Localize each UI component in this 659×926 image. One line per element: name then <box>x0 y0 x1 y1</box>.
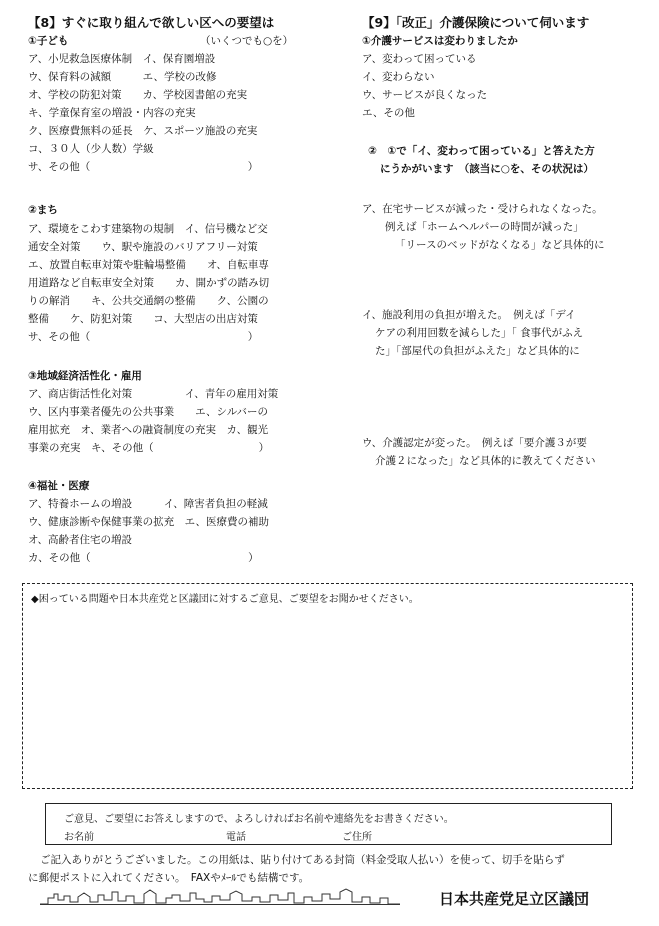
contact-box[interactable] <box>45 803 612 845</box>
option-line: ウ、保育料の減額 エ、学校の改修 <box>28 71 217 83</box>
answer-c-line-1: ウ、介護認定が変った。 例えば「要介護３が要 <box>362 437 587 449</box>
option-line: ウ、区内事業者優先の公共事業 エ、シルバーの <box>28 406 268 418</box>
option-line: サ、その他（ ） <box>28 161 259 173</box>
section-8-heading: 【8】すぐに取り組んで欲しい区への要望は <box>28 15 275 30</box>
answer-a-line-1: ア、在宅サービスが減った・受けられなくなった。 <box>362 203 603 215</box>
option-line: オ、高齢者住宅の増設 <box>28 534 133 546</box>
option-line: ア、特養ホームの増設 イ、障害者負担の軽減 <box>28 498 268 510</box>
q1-options <box>362 50 487 122</box>
option-line: カ、その他（ ） <box>28 552 259 564</box>
answer-b-line-2: ケアの利用回数を減らした」「 食事代がふえ <box>375 327 584 339</box>
town-title: ②まち <box>28 204 58 216</box>
q1-title: ①介護サービスは変わりましたか <box>362 35 518 47</box>
q2-line-1: ② ①で「イ、変わって困っている」と答えた方 <box>368 145 595 157</box>
children-options <box>28 50 258 176</box>
option-line: コ、３０人（少人数）学級 <box>28 143 154 155</box>
option-line: ア、商店街活性化対策 イ、青年の雇用対策 <box>28 388 279 400</box>
option-line: サ、その他（ ） <box>28 331 259 343</box>
name-label: お名前 <box>64 832 94 843</box>
option-line: ウ、健康診断や保健事業の拡充 エ、医療費の補助 <box>28 516 269 528</box>
town-options <box>28 220 269 346</box>
option-line: 雇用拡充 オ、業者への融資制度の充実 カ、観光 <box>28 424 269 436</box>
answer-c-line-2: 介護２になった」など具体的に教えてください <box>375 455 596 467</box>
option-line: ア、変わって困っている <box>362 53 477 65</box>
welfare-options <box>28 495 269 567</box>
answer-a-line-3: 「リースのベッドがなくなる」など具体的に <box>395 239 605 251</box>
option-line: ア、小児救急医療体制 イ、保育園増設 <box>28 53 216 65</box>
section-9-heading: 【9】「改正」介護保険について伺います <box>362 15 590 30</box>
option-line: キ、学童保育室の増設・内容の充実 <box>28 107 196 119</box>
option-line: ア、環境をこわす建築物の規制 イ、信号機など交 <box>28 223 268 235</box>
footer-line-1: ご記入ありがとうございました。この用紙は、貼り付けてある封筒（料金受取人払い）を使って、切手を貼らず <box>40 854 565 866</box>
option-line: イ、変わらない <box>362 71 435 83</box>
answer-a-line-2: 例えば「ホームヘルパーの時間が減った」 <box>385 221 584 233</box>
welfare-title: ④福祉・医療 <box>28 480 90 492</box>
phone-label: 電話 <box>226 832 246 843</box>
option-line: ウ、サービスが良くなった <box>362 89 488 101</box>
option-line: オ、学校の防犯対策 カ、学校図書館の充実 <box>28 89 248 101</box>
option-line: りの解消 キ、公共交通網の整備 ク、公園の <box>28 295 269 307</box>
children-note: （いくつでも○を） <box>200 35 294 47</box>
comment-box[interactable] <box>22 583 633 789</box>
contact-notice: ご意見、ご要望にお答えしますので、よろしければお名前や連絡先をお書きください。 <box>64 814 454 825</box>
option-line: エ、その他 <box>362 107 415 119</box>
option-line: ク、医療費無料の延長 ケ、スポーツ施設の充実 <box>28 125 258 137</box>
economy-title: ③地域経済活性化・雇用 <box>28 370 142 382</box>
q2-line-2: にうかがいます （該当に○を、その状況は） <box>380 163 594 175</box>
option-line: 事業の充実 キ、その他（ ） <box>28 442 270 454</box>
organization-name: 日本共産党足立区議団 <box>439 890 590 908</box>
answer-b-line-1: イ、施設利用の負担が増えた。 例えば「デイ <box>362 309 576 321</box>
option-line: 整備 ケ、防犯対策 コ、大型店の出店対策 <box>28 313 258 325</box>
address-label: ご住所 <box>342 832 372 843</box>
children-title: ①子ども <box>28 35 69 47</box>
skyline-illustration <box>40 888 400 906</box>
economy-options <box>28 385 278 457</box>
option-line: エ、放置自転車対策や駐輪場整備 オ、自転車専 <box>28 259 269 271</box>
comment-prompt: ◆困っている問題や日本共産党と区議団に対するご意見、ご要望をお聞かせください。 <box>31 594 419 605</box>
option-line: 通安全対策 ウ、駅や施設のバリアフリー対策 <box>28 241 258 253</box>
footer-line-2: に郵便ポストに入れてください。 FAXやﾒｰﾙでも結構です。 <box>28 872 310 884</box>
answer-b-line-3: た」「部屋代の負担がふえた」など具体的に <box>375 345 580 357</box>
option-line: 用道路など自転車安全対策 カ、開かずの踏み切 <box>28 277 270 289</box>
